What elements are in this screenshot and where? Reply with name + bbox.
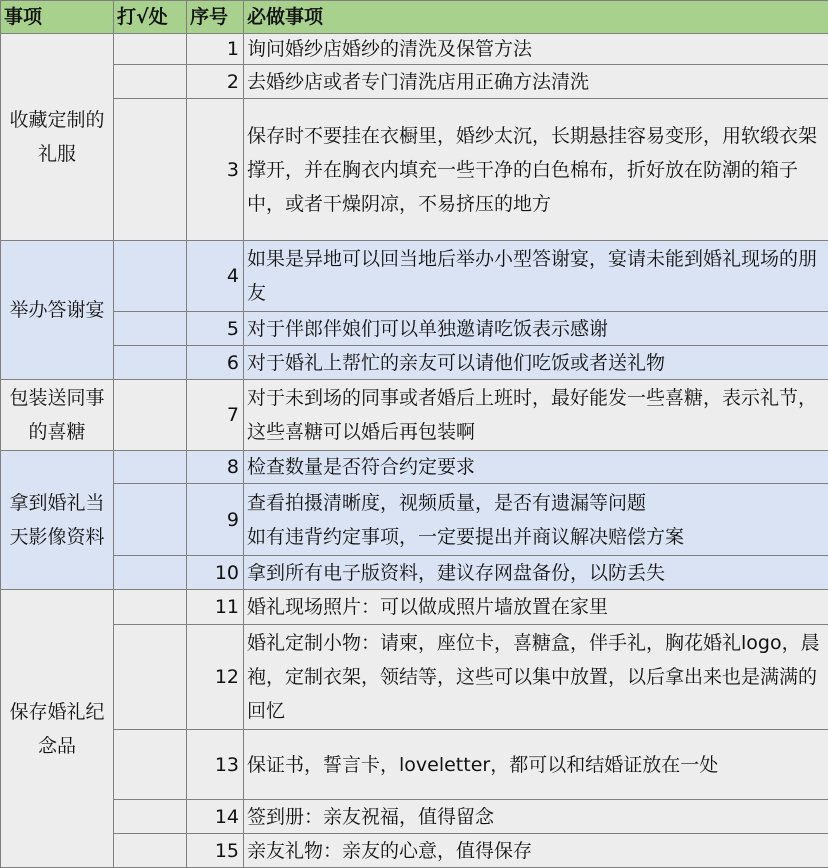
category-cell: 保存婚礼纪念品 (1, 590, 114, 868)
table-row (1, 556, 828, 590)
table-row (1, 380, 828, 451)
row-number: 12 (187, 625, 244, 730)
task-text: 如果是异地可以回当地后举办小型答谢宴，宴请未能到婚礼现场的朋友 (244, 241, 828, 312)
table-row (1, 800, 828, 834)
header-number: 序号 (187, 1, 244, 34)
table-row (1, 625, 828, 730)
table-row (1, 65, 828, 99)
category-cell: 收藏定制的礼服 (1, 34, 114, 241)
check-cell[interactable] (114, 346, 187, 380)
task-text: 对于伴郎伴娘们可以单独邀请吃饭表示感谢 (244, 312, 828, 346)
table-row (1, 451, 828, 484)
row-number: 2 (187, 65, 244, 99)
table-row (1, 34, 828, 65)
check-cell[interactable] (114, 590, 187, 625)
header-item: 事项 (1, 1, 114, 34)
table-row (1, 346, 828, 380)
task-text: 保证书，誓言卡，loveletter，都可以和结婚证放在一处 (244, 730, 828, 800)
table-row (1, 590, 828, 625)
row-number: 15 (187, 834, 244, 868)
table-row (1, 834, 828, 868)
task-text: 对于婚礼上帮忙的亲友可以请他们吃饭或者送礼物 (244, 346, 828, 380)
table-row (1, 99, 828, 241)
check-cell[interactable] (114, 484, 187, 556)
row-number: 4 (187, 241, 244, 312)
table-row (1, 730, 828, 800)
table-row (1, 312, 828, 346)
check-cell[interactable] (114, 99, 187, 241)
check-cell[interactable] (114, 800, 187, 834)
task-text: 询问婚纱店婚纱的清洗及保管方法 (244, 34, 828, 65)
task-text: 保存时不要挂在衣橱里，婚纱太沉，长期悬挂容易变形，用软缎衣架撑开，并在胸衣内填充一些干净的白色棉布，折好放在防潮的箱子中，或者干燥阴凉，不易挤压的地方 (244, 99, 828, 241)
table-row (1, 484, 828, 556)
check-cell[interactable] (114, 65, 187, 99)
check-cell[interactable] (114, 34, 187, 65)
row-number: 5 (187, 312, 244, 346)
row-number: 10 (187, 556, 244, 590)
check-cell[interactable] (114, 556, 187, 590)
task-line: 如有违背约定事项，一定要提出并商议解决赔偿方案 (247, 520, 825, 554)
row-number: 8 (187, 451, 244, 484)
header-row (1, 1, 828, 34)
category-cell: 举办答谢宴 (1, 241, 114, 380)
task-text: 婚礼现场照片：可以做成照片墙放置在家里 (244, 590, 828, 625)
row-number: 11 (187, 590, 244, 625)
header-check: 打√处 (114, 1, 187, 34)
row-number: 13 (187, 730, 244, 800)
row-number: 3 (187, 99, 244, 241)
task-text: 签到册：亲友祝福，值得留念 (244, 800, 828, 834)
task-text: 拿到所有电子版资料，建议存网盘备份，以防丢失 (244, 556, 828, 590)
category-cell: 包装送同事的喜糖 (1, 380, 114, 451)
task-text: 去婚纱店或者专门清洗店用正确方法清洗 (244, 65, 828, 99)
table-row (1, 241, 828, 312)
row-number: 9 (187, 484, 244, 556)
task-text: 亲友礼物：亲友的心意，值得保存 (244, 834, 828, 868)
category-cell: 拿到婚礼当天影像资料 (1, 451, 114, 590)
task-line: 查看拍摄清晰度，视频质量，是否有遗漏等问题 (247, 486, 825, 520)
row-number: 6 (187, 346, 244, 380)
check-cell[interactable] (114, 312, 187, 346)
task-text: 婚礼定制小物：请柬，座位卡，喜糖盒，伴手礼，胸花婚礼logo，晨袍，定制衣架，领结等，这些可以集中放置，以后拿出来也是满满的回忆 (244, 625, 828, 730)
check-cell[interactable] (114, 834, 187, 868)
check-cell[interactable] (114, 625, 187, 730)
row-number: 1 (187, 34, 244, 65)
check-cell[interactable] (114, 451, 187, 484)
check-cell[interactable] (114, 380, 187, 451)
row-number: 7 (187, 380, 244, 451)
task-text (244, 484, 828, 556)
check-cell[interactable] (114, 241, 187, 312)
row-number: 14 (187, 800, 244, 834)
task-text: 检查数量是否符合约定要求 (244, 451, 828, 484)
check-cell[interactable] (114, 730, 187, 800)
task-text: 对于未到场的同事或者婚后上班时，最好能发一些喜糖，表示礼节，这些喜糖可以婚后再包装啊 (244, 380, 828, 451)
header-task: 必做事项 (244, 1, 828, 34)
